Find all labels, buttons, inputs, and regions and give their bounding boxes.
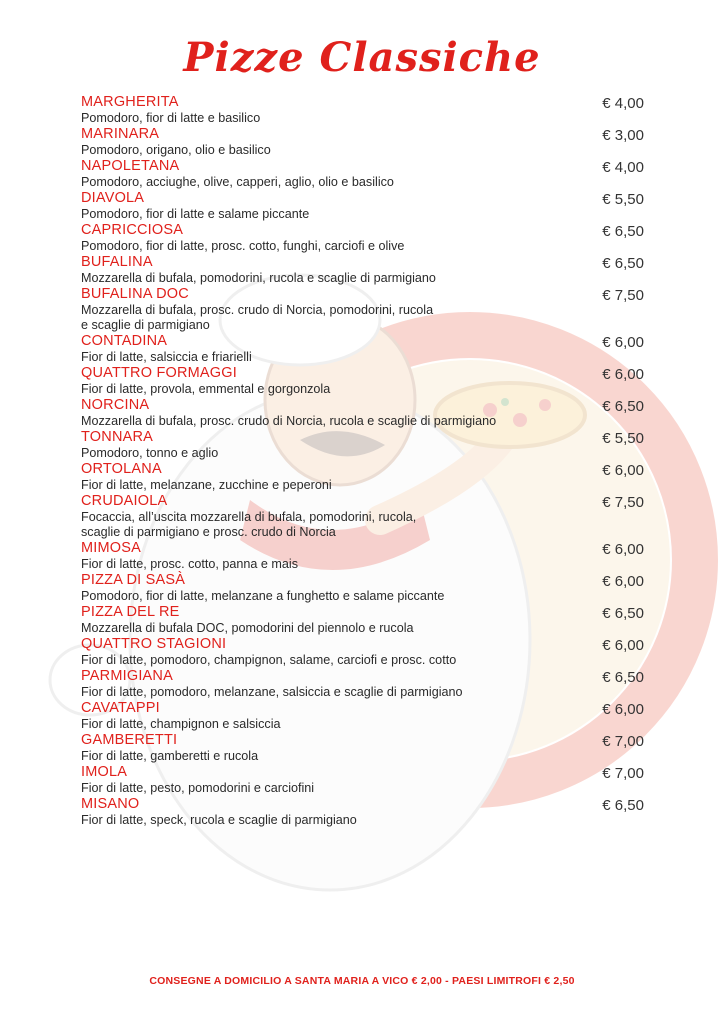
pizza-name: TONNARA xyxy=(81,429,154,445)
menu-item xyxy=(81,764,644,796)
pizza-price: € 6,50 xyxy=(602,398,644,415)
pizza-name: CAPRICCIOSA xyxy=(81,222,184,238)
pizza-ingredients: Mozzarella di bufala, prosc. crudo di Norcia, pomodorini, rucola xyxy=(81,303,434,317)
pizza-name: MIMOSA xyxy=(81,540,142,556)
delivery-note: CONSEGNE A DOMICILIO A SANTA MARIA A VICO € 2,00 - PAESI LIMITROFI € 2,50 xyxy=(149,975,575,987)
pizza-name: MARGHERITA xyxy=(81,94,179,110)
pizza-price: € 6,00 xyxy=(602,573,644,590)
pizza-price: € 5,50 xyxy=(602,430,644,447)
pizza-ingredients: Mozzarella di bufala DOC, pomodorini del piennolo e rucola xyxy=(81,621,414,635)
pizza-price: € 7,50 xyxy=(602,494,644,511)
pizza-price: € 6,00 xyxy=(602,637,644,654)
menu-item xyxy=(81,700,644,732)
pizza-price: € 6,00 xyxy=(602,462,644,479)
pizza-name: BUFALINA xyxy=(81,254,153,270)
pizza-ingredients: Pomodoro, tonno e aglio xyxy=(81,446,219,460)
pizza-name: QUATTRO FORMAGGI xyxy=(81,365,237,381)
menu-item xyxy=(81,668,644,700)
pizza-ingredients: Mozzarella di bufala, pomodorini, rucola e scaglie di parmigiano xyxy=(81,271,436,285)
pizza-ingredients: Fior di latte, prosc. cotto, panna e mais xyxy=(81,557,298,571)
menu-item xyxy=(81,397,644,429)
pizza-price: € 4,00 xyxy=(602,95,644,112)
menu-item xyxy=(81,126,644,158)
pizza-ingredients: Pomodoro, fior di latte e basilico xyxy=(81,111,261,125)
pizza-name: PARMIGIANA xyxy=(81,668,173,684)
menu-item xyxy=(81,572,644,604)
pizza-ingredients: Focaccia, all’uscita mozzarella di bufala, pomodorini, rucola, xyxy=(81,510,417,524)
pizza-price: € 6,50 xyxy=(602,255,644,272)
menu-item xyxy=(81,94,644,126)
pizza-name: CAVATAPPI xyxy=(81,700,160,716)
menu-item xyxy=(81,493,644,540)
pizza-price: € 6,00 xyxy=(602,366,644,383)
page-title: Pizze Classiche xyxy=(183,34,541,81)
pizza-ingredients: Fior di latte, provola, emmental e gorgonzola xyxy=(81,382,331,396)
pizza-name: PIZZA DI SASÀ xyxy=(81,572,186,588)
pizza-name: PIZZA DEL RE xyxy=(81,604,180,620)
pizza-name: CRUDAIOLA xyxy=(81,493,168,509)
menu-item xyxy=(81,254,644,286)
pizza-ingredients: Fior di latte, salsiccia e friarielli xyxy=(81,350,252,364)
pizza-price: € 7,00 xyxy=(602,733,644,750)
pizza-name: CONTADINA xyxy=(81,333,168,349)
menu-item xyxy=(81,286,644,333)
pizza-ingredients: Fior di latte, champignon e salsiccia xyxy=(81,717,281,731)
pizza-ingredients: Pomodoro, acciughe, olive, capperi, aglio, olio e basilico xyxy=(81,175,394,189)
pizza-menu-list xyxy=(81,94,644,828)
menu-item xyxy=(81,604,644,636)
pizza-price: € 7,50 xyxy=(602,287,644,304)
pizza-price: € 6,00 xyxy=(602,701,644,718)
pizza-ingredients: Pomodoro, fior di latte, melanzane a funghetto e salame piccante xyxy=(81,589,445,603)
pizza-ingredients: Mozzarella di bufala, prosc. crudo di Norcia, rucola e scaglie di parmigiano xyxy=(81,414,497,428)
pizza-name: GAMBERETTI xyxy=(81,732,178,748)
menu-item xyxy=(81,222,644,254)
pizza-price: € 6,50 xyxy=(602,605,644,622)
pizza-ingredients: Fior di latte, pomodoro, melanzane, salsiccia e scaglie di parmigiano xyxy=(81,685,463,699)
menu-item xyxy=(81,540,644,572)
pizza-price: € 6,50 xyxy=(602,223,644,240)
pizza-ingredients: Fior di latte, gamberetti e rucola xyxy=(81,749,259,763)
menu-item xyxy=(81,732,644,764)
menu-item xyxy=(81,333,644,365)
menu-item xyxy=(81,796,644,828)
pizza-ingredients: Fior di latte, pesto, pomodorini e carciofini xyxy=(81,781,315,795)
pizza-ingredients-continued: scaglie di parmigiano e prosc. crudo di Norcia xyxy=(81,525,336,539)
menu-item xyxy=(81,365,644,397)
pizza-name: IMOLA xyxy=(81,764,128,780)
pizza-ingredients: Fior di latte, pomodoro, champignon, salame, carciofi e prosc. cotto xyxy=(81,653,457,667)
pizza-name: MARINARA xyxy=(81,126,160,142)
pizza-ingredients: Pomodoro, fior di latte, prosc. cotto, funghi, carciofi e olive xyxy=(81,239,405,253)
pizza-price: € 7,00 xyxy=(602,765,644,782)
pizza-name: MISANO xyxy=(81,796,140,812)
menu-item xyxy=(81,461,644,493)
pizza-name: NAPOLETANA xyxy=(81,158,180,174)
menu-item xyxy=(81,190,644,222)
menu-item xyxy=(81,429,644,461)
pizza-ingredients: Fior di latte, melanzane, zucchine e peperoni xyxy=(81,478,332,492)
pizza-price: € 6,50 xyxy=(602,797,644,814)
pizza-name: BUFALINA DOC xyxy=(81,286,189,302)
pizza-price: € 6,00 xyxy=(602,541,644,558)
pizza-price: € 5,50 xyxy=(602,191,644,208)
pizza-ingredients-continued: e scaglie di parmigiano xyxy=(81,318,210,332)
pizza-price: € 3,00 xyxy=(602,127,644,144)
pizza-ingredients: Fior di latte, speck, rucola e scaglie di parmigiano xyxy=(81,813,357,827)
pizza-name: DIAVOLA xyxy=(81,190,145,206)
pizza-name: NORCINA xyxy=(81,397,150,413)
menu-item xyxy=(81,158,644,190)
pizza-price: € 4,00 xyxy=(602,159,644,176)
menu-item xyxy=(81,636,644,668)
pizza-ingredients: Pomodoro, origano, olio e basilico xyxy=(81,143,271,157)
pizza-ingredients: Pomodoro, fior di latte e salame piccante xyxy=(81,207,310,221)
pizza-name: ORTOLANA xyxy=(81,461,162,477)
pizza-name: QUATTRO STAGIONI xyxy=(81,636,227,652)
pizza-price: € 6,50 xyxy=(602,669,644,686)
pizza-price: € 6,00 xyxy=(602,334,644,351)
